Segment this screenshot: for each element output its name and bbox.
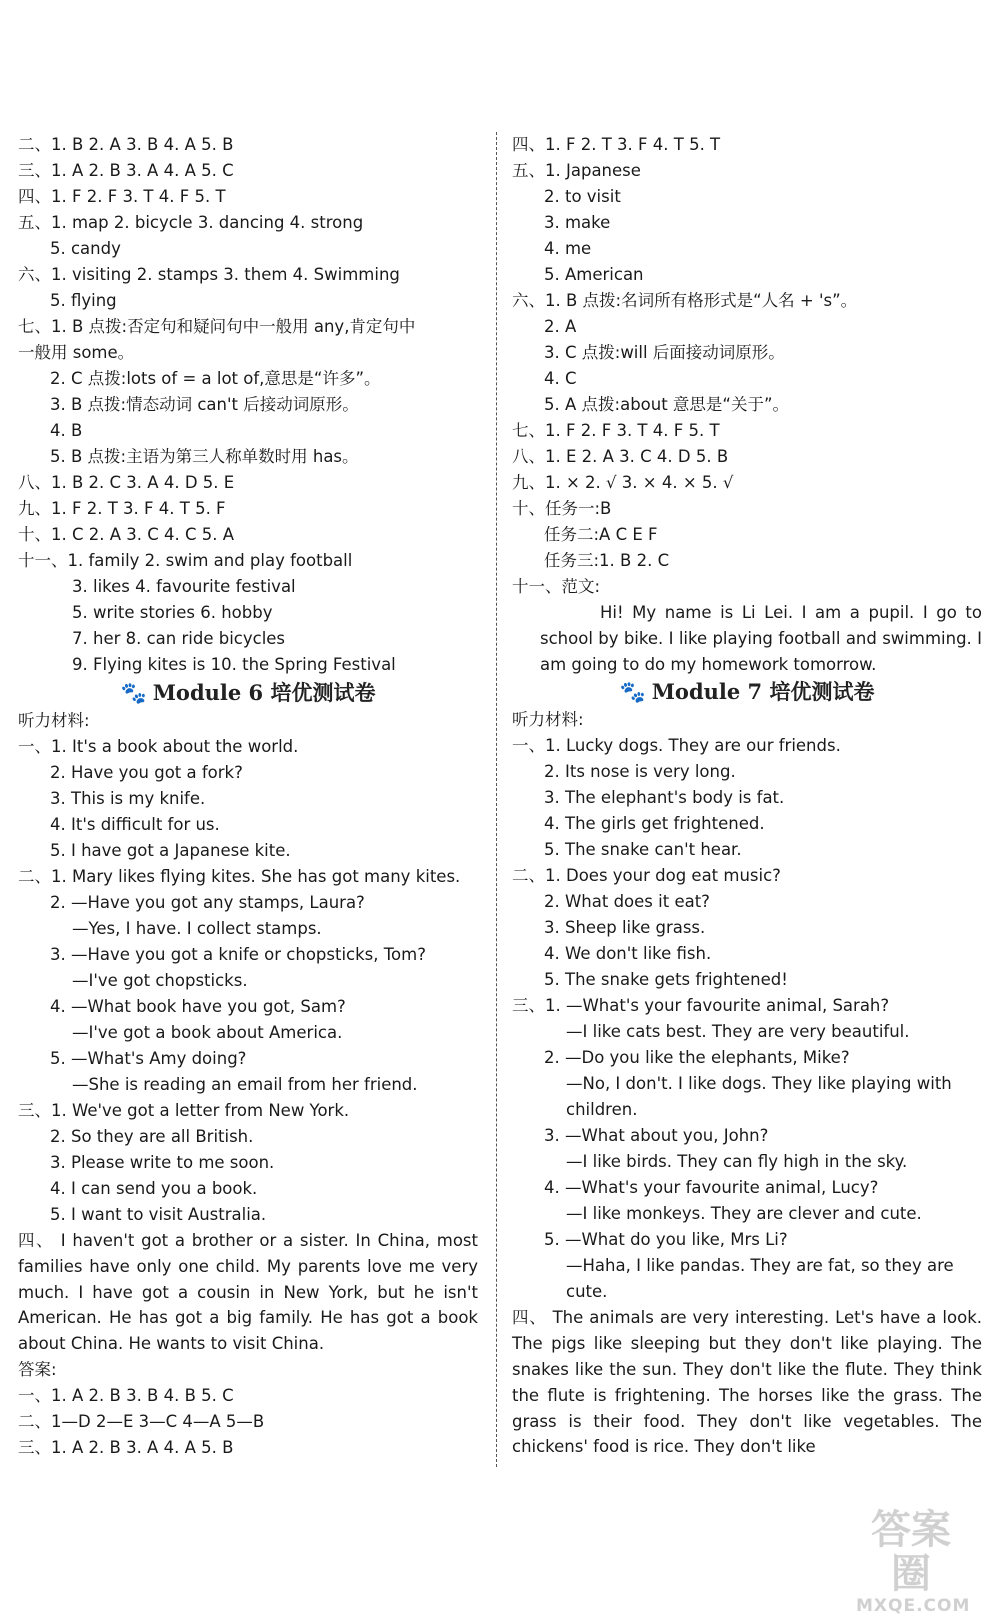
text-line: 二、1—D 2—E 3—C 4—A 5—B (18, 1411, 265, 1431)
answer-label: 答案: (18, 1359, 57, 1379)
text-line: 4. It's difficult for us. (50, 815, 220, 834)
text-line: 七、1. F 2. F 3. T 4. F 5. T (512, 421, 720, 440)
text-line: 3. Sheep like grass. (544, 918, 706, 938)
answer-list-top (18, 132, 478, 678)
text-line: 任务三:1. B 2. C (544, 551, 670, 570)
text-line: 5. B 点拨:主语为第三人称单数时用 has。 (50, 447, 359, 466)
text-line: 5. American (544, 265, 644, 284)
text-line: 4. me (544, 239, 592, 258)
text-line: 三、1. —What's your favourite animal, Sarah? (512, 996, 890, 1016)
text-line: 七、1. B 点拨:否定句和疑问句中一般用 any,肯定句中 (18, 317, 416, 336)
text-line: 5. flying (50, 291, 117, 310)
text-line: —Yes, I have. I collect stamps. (72, 919, 322, 938)
text-line: children. (566, 1100, 638, 1120)
text-line: 3. make (544, 213, 611, 232)
text-line: 八、1. E 2. A 3. C 4. D 5. B (512, 447, 729, 466)
watermark-text: 答案圈 (871, 1507, 951, 1597)
text-line: 十一、1. family 2. swim and play football (18, 551, 353, 570)
paw-icon: 🐾 (120, 680, 147, 705)
text-line: —No, I don't. I like dogs. They like playing with (566, 1074, 952, 1094)
watermark-url: MXQE.COM (856, 1596, 971, 1616)
text-line: 三、1. A 2. B 3. A 4. A 5. B (18, 1437, 234, 1457)
module6-title (18, 678, 478, 708)
text-line: 三、1. A 2. B 3. A 4. A 5. C (18, 161, 234, 180)
text-line: 2. A (544, 317, 577, 336)
text-line: 2. —Do you like the elephants, Mike? (544, 1048, 850, 1068)
text-line: 3. This is my knife. (50, 789, 206, 808)
text-line: 十、任务一:B (512, 499, 612, 518)
text-line: 3. Please write to me soon. (50, 1153, 275, 1172)
watermark-logo (856, 1507, 971, 1616)
module6-title-text: Module 6 培优测试卷 (152, 680, 376, 705)
text-line: —I like monkeys. They are clever and cute. (566, 1204, 922, 1224)
text-line: 二、1. Does your dog eat music? (512, 866, 781, 886)
text-line: 2. So they are all British. (50, 1127, 254, 1146)
text-line: 5. I want to visit Australia. (50, 1205, 267, 1224)
text-line: 十一、范文: (512, 577, 601, 596)
text-line: 一、1. Lucky dogs. They are our friends. (512, 736, 841, 756)
text-line: 六、1. visiting 2. stamps 3. them 4. Swimming (18, 265, 400, 284)
listen-label: 听力材料: (512, 710, 584, 730)
text-line: 3. —Have you got a knife or chopsticks, Tom? (50, 945, 426, 964)
text-line: 一、1. A 2. B 3. B 4. B 5. C (18, 1385, 234, 1405)
text-line: 二、1. B 2. A 3. B 4. A 5. B (18, 135, 234, 154)
listening-list (512, 733, 982, 1305)
text-line: —I've got chopsticks. (72, 971, 248, 990)
text-line: 十、1. C 2. A 3. C 4. C 5. A (18, 525, 235, 544)
text-line: 4. —What's your favourite animal, Lucy? (544, 1178, 879, 1198)
left-column (18, 132, 478, 1461)
text-line: 3. —What about you, John? (544, 1126, 769, 1146)
module7-title (512, 677, 982, 707)
text-line: 5. candy (50, 239, 121, 258)
text-line: 三、1. We've got a letter from New York. (18, 1101, 350, 1120)
text-line: 一、1. It's a book about the world. (18, 737, 299, 756)
paw-icon: 🐾 (619, 679, 646, 705)
listen-label: 听力材料: (18, 711, 90, 730)
text-line: 5. I have got a Japanese kite. (50, 841, 291, 860)
text-line: 2. What does it eat? (544, 892, 710, 912)
listening-passage: 四、 I haven't got a brother or a sister. In China, most families have only one child. My parents love me very much. I have got a cousin in New York, but he isn't American. He has got a big family. He has got a book about China. He wants to visit China. (18, 1231, 478, 1354)
text-line: —I've got a book about America. (72, 1023, 343, 1042)
text-line: 九、1. F 2. T 3. F 4. T 5. F (18, 499, 226, 518)
text-line: 四、1. F 2. T 3. F 4. T 5. T (512, 135, 721, 154)
text-line: 2. to visit (544, 187, 621, 206)
text-line: 5. —What's Amy doing? (50, 1049, 247, 1068)
text-line: —Haha, I like pandas. They are fat, so they are (566, 1256, 954, 1276)
text-line: 2. —Have you got any stamps, Laura? (50, 893, 365, 912)
answer-list-right (512, 132, 982, 600)
text-line: 5. A 点拨:about 意思是“关于”。 (544, 395, 790, 414)
text-line: —She is reading an email from her friend. (72, 1075, 418, 1094)
text-line: 4. I can send you a book. (50, 1179, 258, 1198)
model-essay: Hi! My name is Li Lei. I am a pupil. I go to school by bike. I like playing football and swimming. I am going to do my homework tomorrow. (540, 603, 982, 674)
column-divider (496, 132, 497, 1467)
text-line: 六、1. B 点拨:名词所有格形式是“人名 + 's”。 (512, 291, 858, 310)
text-line: 2. Its nose is very long. (544, 762, 736, 782)
text-line: 八、1. B 2. C 3. A 4. D 5. E (18, 473, 235, 492)
text-line: 2. C 点拨:lots of = a lot of,意思是“许多”。 (50, 369, 381, 388)
text-line: 3. likes 4. favourite festival (72, 577, 296, 596)
listening-list (18, 734, 478, 1228)
text-line: 9. Flying kites is 10. the Spring Festival (72, 655, 396, 674)
text-line: 五、1. map 2. bicycle 3. dancing 4. strong (18, 213, 364, 232)
text-line: 5. —What do you like, Mrs Li? (544, 1230, 788, 1250)
text-line: 3. C 点拨:will 后面接动词原形。 (544, 343, 785, 362)
text-line: 3. B 点拨:情态动词 can't 后接动词原形。 (50, 395, 359, 414)
text-line: —I like birds. They can fly high in the sky. (566, 1152, 908, 1172)
text-line: 一般用 some。 (18, 343, 135, 362)
text-line: 5. write stories 6. hobby (72, 603, 273, 622)
text-line: 4. The girls get frightened. (544, 814, 765, 834)
text-line: 5. The snake gets frightened! (544, 970, 788, 990)
right-column (512, 132, 982, 1460)
text-line: 4. We don't like fish. (544, 944, 712, 964)
listening-passage: 四、 The animals are very interesting. Let's have a look. The pigs like sleeping but they don't like playing. The snakes like the sun. They don't like the flute. They think the flute is frightening. The horses like the grass. The grass is their food. They don't like vegetables. The chickens' food is rice. They don't like (512, 1308, 982, 1457)
text-line: 7. her 8. can ride bicycles (72, 629, 286, 648)
text-line: 3. The elephant's body is fat. (544, 788, 785, 808)
text-line: cute. (566, 1282, 608, 1302)
text-line: 任务二:A C E F (544, 525, 658, 544)
text-line: 4. C (544, 369, 577, 388)
text-line: 九、1. × 2. √ 3. × 4. × 5. √ (512, 473, 734, 492)
text-line: 5. The snake can't hear. (544, 840, 742, 860)
text-line: 五、1. Japanese (512, 161, 641, 180)
text-line: 4. —What book have you got, Sam? (50, 997, 346, 1016)
text-line: —I like cats best. They are very beautiful. (566, 1022, 910, 1042)
text-line: 4. B (50, 421, 83, 440)
answer-list-bottom (18, 1383, 478, 1461)
text-line: 2. Have you got a fork? (50, 763, 243, 782)
text-line: 四、1. F 2. F 3. T 4. F 5. T (18, 187, 226, 206)
module7-title-text: Module 7 培优测试卷 (651, 679, 875, 705)
text-line: 二、1. Mary likes flying kites. She has got many kites. (18, 867, 461, 886)
